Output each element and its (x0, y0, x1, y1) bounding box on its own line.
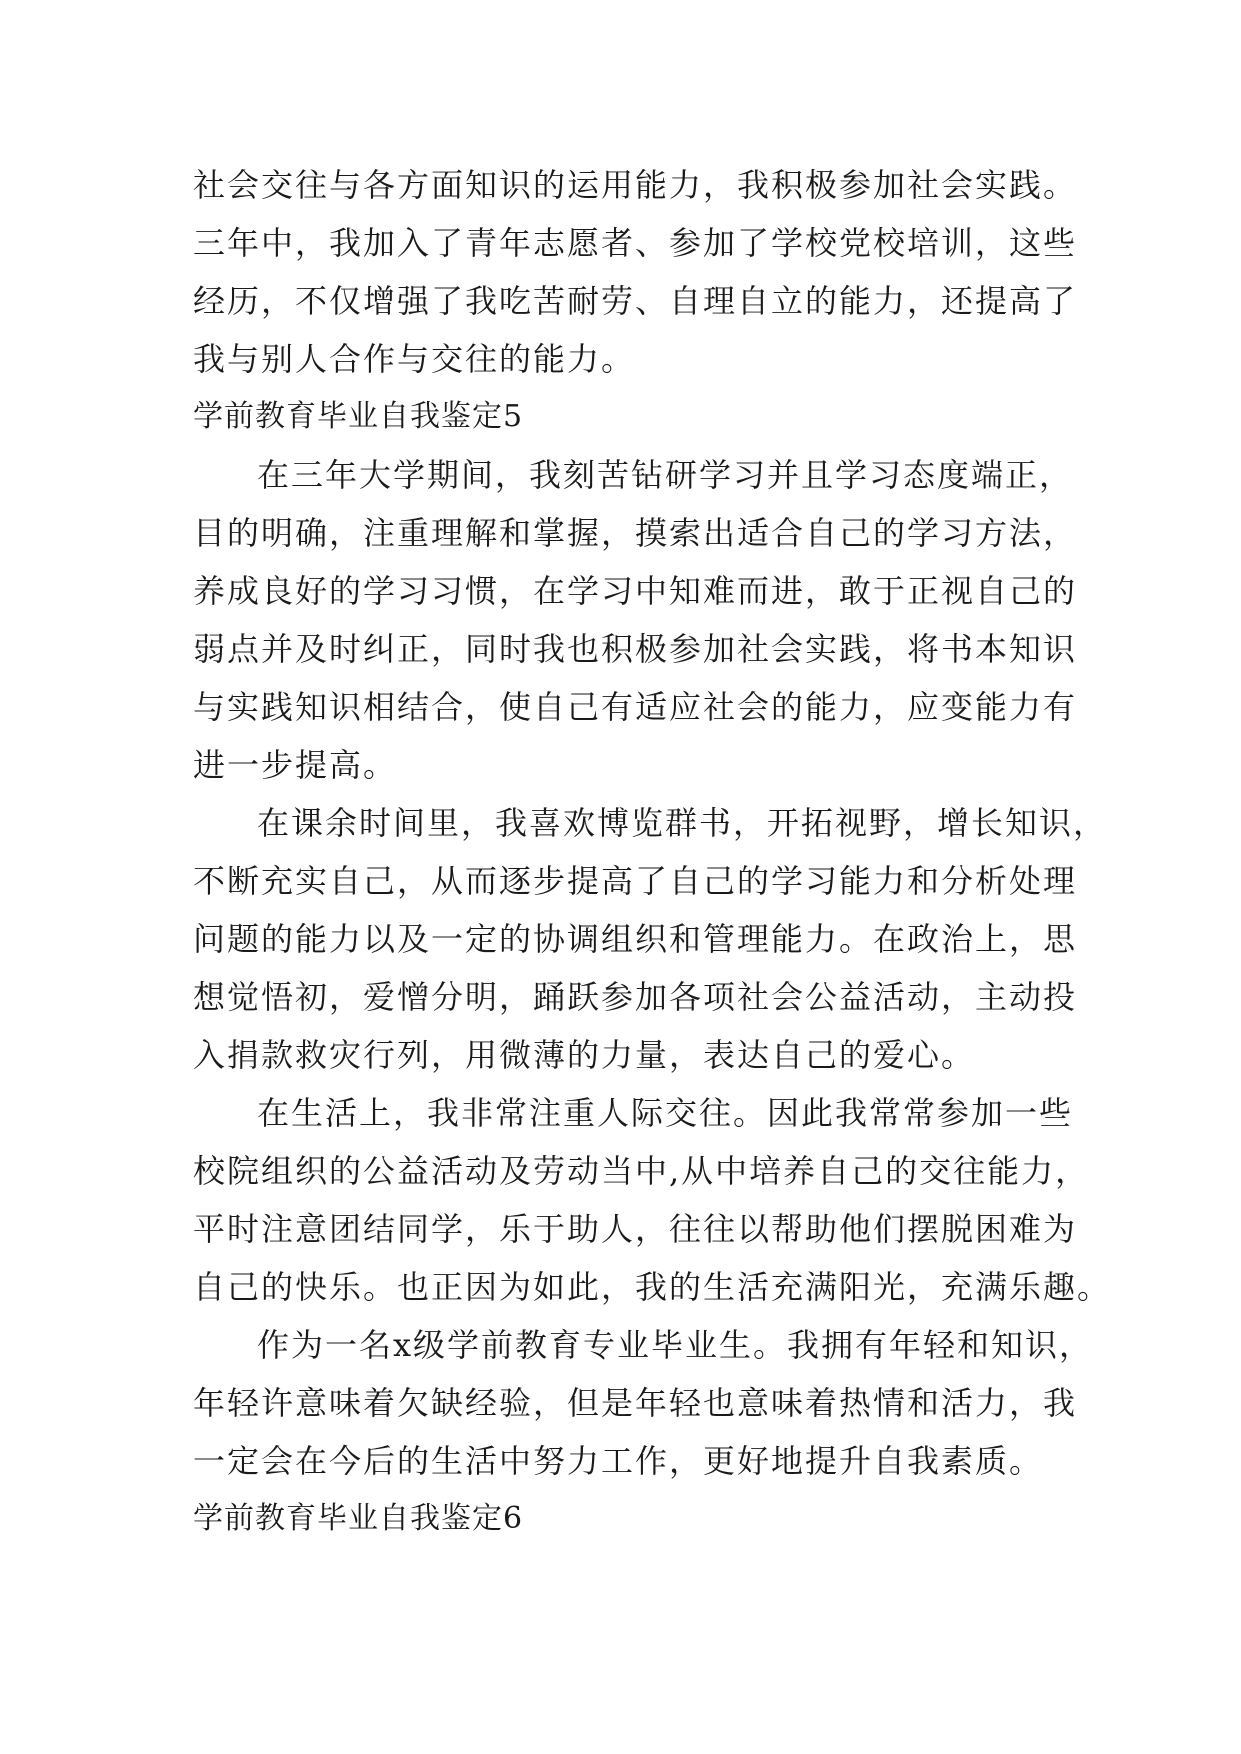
text-line: 年轻许意味着欠缺经验，但是年轻也意味着热情和活力，我 (193, 1384, 1078, 1422)
text-line: 经历，不仅增强了我吃苦耐劳、自理自立的能力，还提高了 (193, 282, 1078, 320)
text-line: 与实践知识相结合，使自己有适应社会的能力，应变能力有 (193, 688, 1078, 726)
text-line: 平时注意团结同学，乐于助人，往往以帮助他们摆脱困难为 (193, 1210, 1078, 1248)
section-heading-6: 学前教育毕业自我鉴定6 (193, 1501, 524, 1536)
text-line: 校院组织的公益活动及劳动当中,从中培养自己的交往能力， (193, 1152, 1090, 1190)
text-line: 弱点并及时纠正，同时我也积极参加社会实践，将书本知识 (193, 630, 1078, 668)
paragraph-first-line: 在三年大学期间，我刻苦钻研学习并且学习态度端正， (257, 456, 1074, 494)
text-line: 问题的能力以及一定的协调组织和管理能力。在政治上，思 (193, 920, 1078, 958)
paragraph-first-line: 在课余时间里，我喜欢博览群书，开拓视野，增长知识， (257, 804, 1108, 842)
text-line: 一定会在今后的生活中努力工作，更好地提升自我素质。 (193, 1442, 1044, 1480)
text-line: 我与别人合作与交往的能力。 (193, 340, 636, 378)
text-line: 想觉悟初，爱憎分明，踊跃参加各项社会公益活动，主动投 (193, 978, 1078, 1016)
text-line: 目的明确，注重理解和掌握，摸索出适合自己的学习方法， (193, 514, 1078, 552)
text-line: 养成良好的学习习惯，在学习中知难而进，敢于正视自己的 (193, 572, 1078, 610)
text-line: 自己的快乐。也正因为如此，我的生活充满阳光，充满乐趣。 (193, 1268, 1112, 1306)
section-heading-5: 学前教育毕业自我鉴定5 (193, 399, 524, 434)
text-line: 不断充实自己，从而逐步提高了自己的学习能力和分析处理 (193, 862, 1078, 900)
text-line: 三年中，我加入了青年志愿者、参加了学校党校培训，这些 (193, 224, 1078, 262)
text-line: 入捐款救灾行列，用微薄的力量，表达自己的爱心。 (193, 1036, 976, 1074)
text-line: 进一步提高。 (193, 746, 398, 784)
text-line: 社会交往与各方面知识的运用能力，我积极参加社会实践。 (193, 166, 1078, 204)
paragraph-first-line: 作为一名x级学前教育专业毕业生。我拥有年轻和知识， (257, 1326, 1094, 1364)
paragraph-first-line: 在生活上，我非常注重人际交往。因此我常常参加一些 (257, 1094, 1074, 1132)
document-body (193, 156, 1112, 1548)
